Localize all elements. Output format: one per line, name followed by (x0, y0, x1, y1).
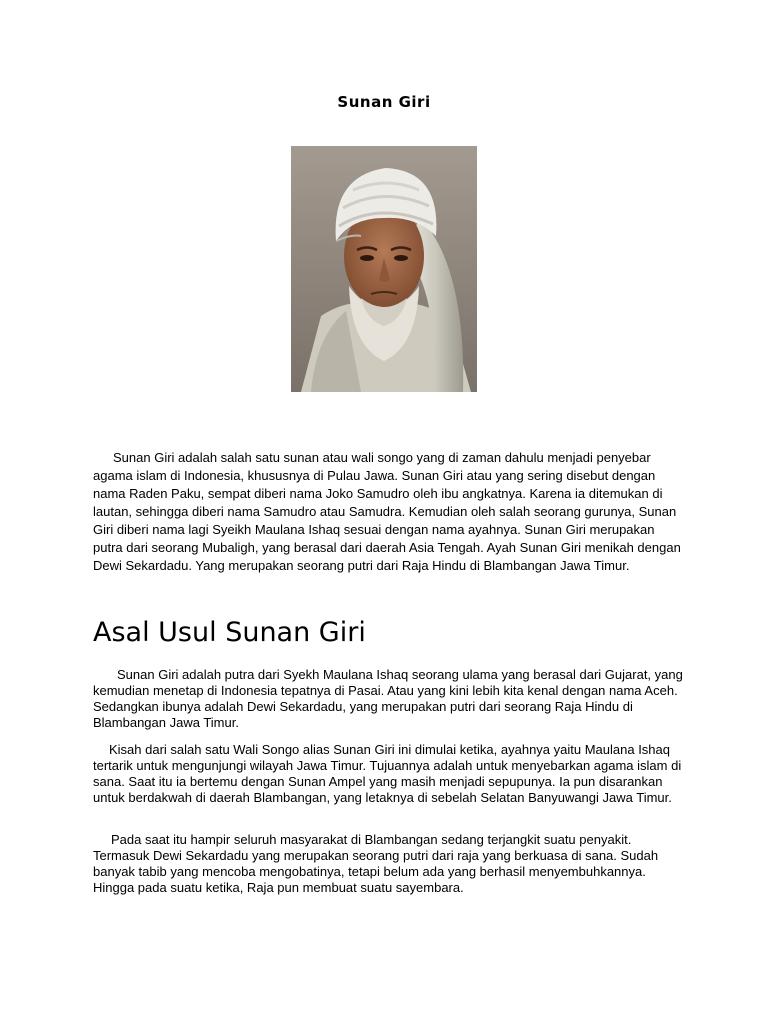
page-title: Sunan Giri (337, 93, 431, 111)
section-paragraph: Sunan Giri adalah putra dari Syekh Maulana Ishaq seorang ulama yang berasal dari Gujarat, yang kemudian menetap di Indonesia tepatnya di Pasai. Atau yang kini lebih kita kenal dengan nama Aceh. Sedangkan ibunya adalah Dewi Sekardadu, yang merupakan putri dari seorang Raja Hindu di Blambangan Jawa Timur. (93, 667, 683, 730)
section-heading: Asal Usul Sunan Giri (93, 617, 366, 648)
portrait-photo-icon (291, 146, 477, 392)
section-paragraph: Pada saat itu hampir seluruh masyarakat di Blambangan sedang terjangkit suatu penyakit. Termasuk Dewi Sekardadu yang merupakan seorang putri dari raja yang berkuasa di sana. Sudah banyak tabib yang mencoba mengobatinya, tetapi belum ada yang berhasil menyembuhkannya. Hingga pada suatu ketika, Raja pun membuat suatu sayembara. (93, 832, 659, 895)
intro-paragraph: Sunan Giri adalah salah satu sunan atau wali songo yang di zaman dahulu menjadi penyebar agama islam di Indonesia, khususnya di Pulau Jawa. Sunan Giri atau yang sering disebut dengan nama Raden Paku, sempat diberi nama Joko Samudro oleh ibu angkatnya. Karena ia ditemukan di lautan, sehingga diberi nama Samudro atau Samudra. Kemudian oleh salah seorang gurunya, Sunan Giri diberi nama lagi Syeikh Maulana Ishaq sesuai dengan nama ayahnya. Sunan Giri merupakan putra dari seorang Mubaligh, yang berasal dari daerah Asia Tengah. Ayah Sunan Giri menikah dengan Dewi Sekardadu. Yang merupakan seorang putri dari Raja Hindu di Blambangan Jawa Timur. (93, 450, 681, 573)
section-paragraph: Kisah dari salah satu Wali Songo alias Sunan Giri ini dimulai ketika, ayahnya yaitu Maulana Ishaq tertarik untuk mengunjungi wilayah Jawa Timur. Tujuannya adalah untuk menyebarkan agama islam di sana. Saat itu ia bertemu dengan Sunan Ampel yang masih menjadi sepupunya. Ia pun disarankan untuk berdakwah di daerah Blambangan, yang letaknya di sebelah Selatan Banyuwangi Jawa Timur. (93, 742, 682, 805)
portrait-image (291, 146, 477, 392)
